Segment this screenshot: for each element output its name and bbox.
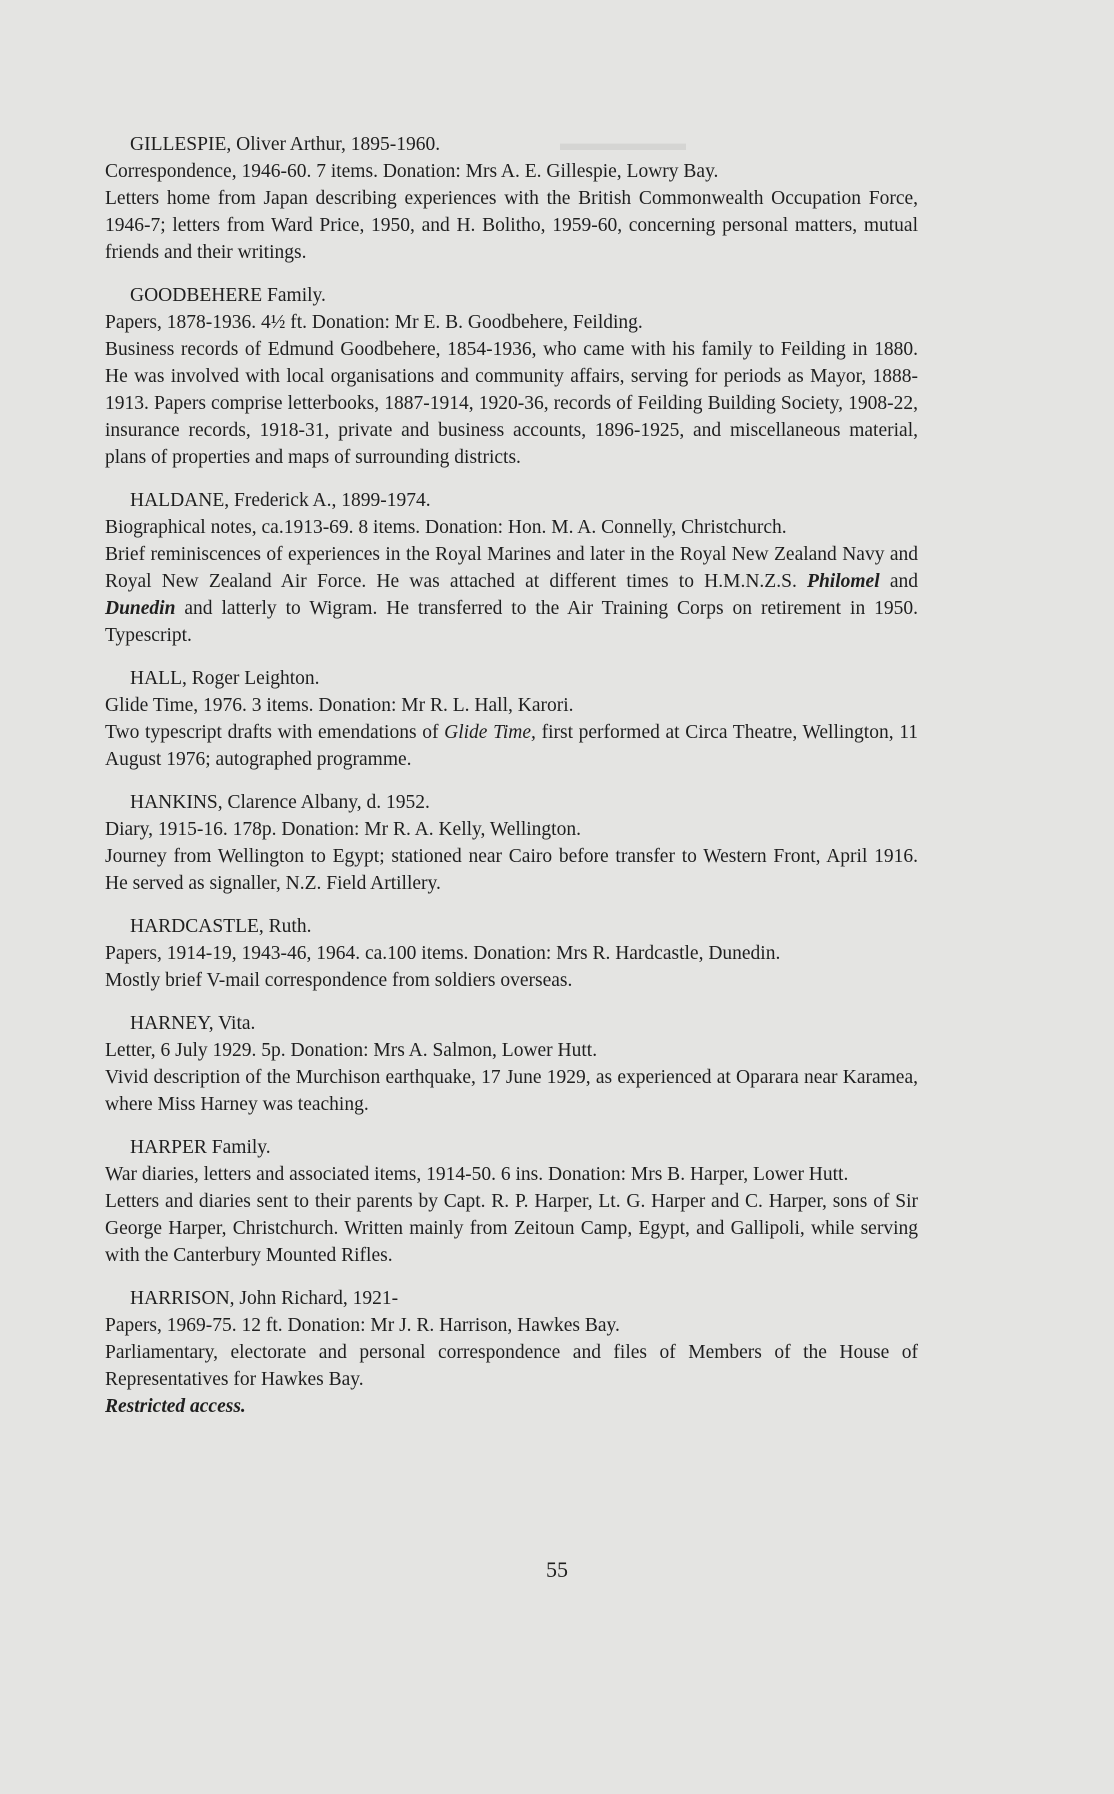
entry-collection-line: Correspondence, 1946-60. 7 items. Donation: Mrs A. E. Gillespie, Lowry Bay. <box>105 161 719 182</box>
catalogue-entry <box>105 131 918 266</box>
description-text: first performed at Circa Theatre, Wellington, 11 August 1976; autographed programme. <box>105 722 919 770</box>
entry-heading: HANKINS, Clarence Albany, d. 1952. <box>130 792 430 813</box>
entry-description: Letters and diaries sent to their parents by Capt. R. P. Harper, Lt. G. Harper and C. Harper, sons of Sir George Harper, Christchurch. Written mainly from Zeitoun Camp, Egypt, and Gallipoli, while serving with the Canterbury Mounted Rifles. <box>105 1191 918 1266</box>
catalogue-entry <box>105 282 918 471</box>
show-through-texture: ▬▬▬▬▬▬ <box>560 131 686 155</box>
entry-collection-line: Glide Time, 1976. 3 items. Donation: Mr R. L. Hall, Karori. <box>105 695 574 716</box>
work-title: Glide Time, <box>444 722 536 743</box>
entry-collection-line: Papers, 1914-19, 1943-46, 1964. ca.100 items. Donation: Mrs R. Hardcastle, Dunedin. <box>105 943 781 964</box>
description-text: Brief reminiscences of experiences in the Royal Marines and later in the Royal New Zealand Navy and Royal New Zealand Air Force. He was attached at different times to H.M.N.Z.S. <box>105 544 918 592</box>
entry-collection-line: Papers, 1969-75. 12 ft. Donation: Mr J. R. Harrison, Hawkes Bay. <box>105 1315 620 1336</box>
entry-heading: HARRISON, John Richard, 1921- <box>130 1288 399 1309</box>
entry-collection-line: War diaries, letters and associated items, 1914-50. 6 ins. Donation: Mrs B. Harper, Lower Hutt. <box>105 1164 849 1185</box>
catalogue-entry <box>105 665 918 773</box>
ship-name: Dunedin <box>105 598 176 619</box>
entry-heading: HARDCASTLE, Ruth. <box>130 916 312 937</box>
entry-description: Journey from Wellington to Egypt; stationed near Cairo before transfer to Western Front, April 1916. He served as signaller, N.Z. Field Artillery. <box>105 846 918 894</box>
ship-name: Philomel <box>807 571 880 592</box>
catalogue-entry <box>105 913 918 994</box>
entry-heading: HARPER Family. <box>130 1137 271 1158</box>
entry-description: Letters home from Japan describing experiences with the British Commonwealth Occupation Force, 1946-7; letters from Ward Price, 1950, and H. Bolitho, 1959-60, concerning personal matters, mutual friends and their writings. <box>105 188 918 263</box>
entry-description: Mostly brief V-mail correspondence from soldiers overseas. <box>105 970 573 991</box>
entry-description: Business records of Edmund Goodbehere, 1854-1936, who came with his family to Feilding in 1880. He was involved with local organisations and community affairs, serving for periods as Mayor, 1888-1913. Papers comprise letterbooks, 1887-1914, 1920-36, records of Feilding Building Society, 1908-22, insurance records, 1918-31, private and business accounts, 1896-1925, and miscellaneous material, plans of properties and maps of surrounding districts. <box>105 339 918 468</box>
description-text: and <box>879 571 918 592</box>
entry-description: Parliamentary, electorate and personal correspondence and files of Members of the House of Representatives for Hawkes Bay. <box>105 1342 918 1390</box>
access-note: Restricted access. <box>105 1396 246 1417</box>
catalogue-entry <box>105 1285 918 1420</box>
entry-heading: GILLESPIE, Oliver Arthur, 1895-1960. <box>130 134 441 155</box>
catalogue-entry <box>105 487 918 649</box>
catalogue-entry <box>105 1134 918 1269</box>
entry-heading: HALL, Roger Leighton. <box>130 668 320 689</box>
description-text: and latterly to Wigram. He transferred to the Air Training Corps on retirement in 1950. Typescript. <box>105 598 918 646</box>
catalogue-entry <box>105 789 918 897</box>
entry-heading: GOODBEHERE Family. <box>130 285 326 306</box>
entry-description: Vivid description of the Murchison earthquake, 17 June 1929, as experienced at Oparara near Karamea, where Miss Harney was teaching. <box>105 1067 918 1115</box>
entry-collection-line: Papers, 1878-1936. 4½ ft. Donation: Mr E. B. Goodbehere, Feilding. <box>105 312 643 333</box>
entry-collection-line: Diary, 1915-16. 178p. Donation: Mr R. A. Kelly, Wellington. <box>105 819 581 840</box>
entry-collection-line: Biographical notes, ca.1913-69. 8 items. Donation: Hon. M. A. Connelly, Christchurch. <box>105 517 787 538</box>
entry-heading: HARNEY, Vita. <box>130 1013 256 1034</box>
catalogue-entries <box>105 131 918 1436</box>
description-text: Two typescript drafts with emendations of <box>105 722 445 743</box>
entry-description <box>105 719 918 773</box>
catalogue-entry <box>105 1010 918 1118</box>
entry-description <box>105 541 918 649</box>
page-number: 55 <box>546 1557 568 1582</box>
entry-collection-line: Letter, 6 July 1929. 5p. Donation: Mrs A. Salmon, Lower Hutt. <box>105 1040 598 1061</box>
entry-heading: HALDANE, Frederick A., 1899-1974. <box>130 490 431 511</box>
